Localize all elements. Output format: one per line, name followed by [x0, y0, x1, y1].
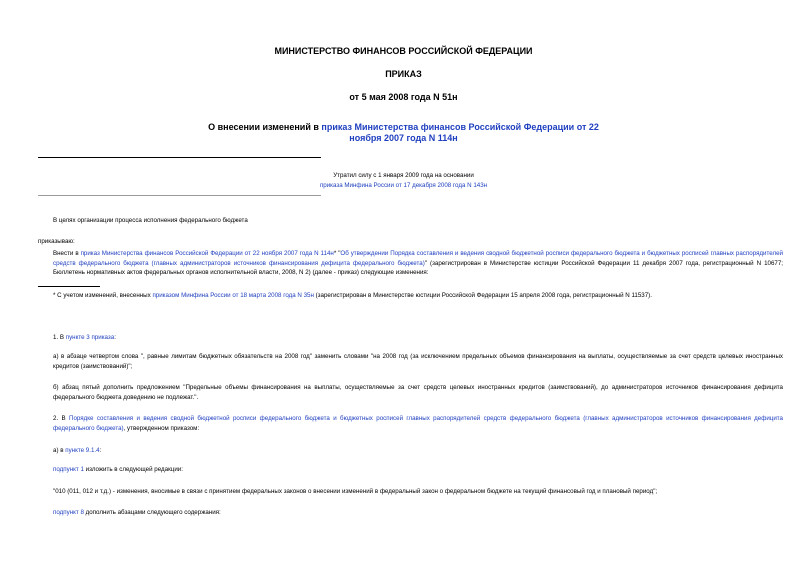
document-title: [200, 122, 607, 144]
point-2-link[interactable]: Порядке составления и ведения сводной бюджетной росписи федерального бюджета и бюджетных росписей главных распорядителей средств федерального бюджета (главных администраторов источников финансирования дефицита федерального бюджета): [53, 415, 783, 432]
validity-line: Утратил силу с 1 января 2009 года на основании: [333, 172, 474, 179]
doc-type-heading: ПРИКАЗ: [385, 69, 422, 79]
title-link[interactable]: приказ Министерства финансов Российской Федерации от 22 ноября 2007 года N 114н: [321, 122, 599, 143]
point-1a: а) в абзаце четвертом слова ", равные лимитам бюджетных обязательств на 2008 год" заменить словами "на 2008 год (за исключением предельных объемов финансирования на выплаты, осуществляемые за счет средств целевых иностранных кредитов (заимствований)";: [53, 353, 783, 370]
subpoint-1-link[interactable]: подпункт 1: [53, 466, 84, 473]
footnote-end: (зарегистрирован в Министерстве юстиции Российской Федерации 15 апреля 2008 года, регистрационный N 11537).: [313, 292, 652, 299]
point-2: [38, 414, 783, 433]
validity-link[interactable]: приказа Минфина России от 17 декабря 2008 года N 143н: [319, 181, 488, 189]
purpose-text: В целях организации процесса исполнения федерального бюджета: [53, 217, 248, 224]
subpoint-8-end: дополнить абзацами следующего содержания:: [83, 509, 221, 516]
point-1-link[interactable]: пункте 3 приказа: [65, 334, 115, 341]
divider-bottom: [38, 195, 321, 196]
amend-quote-close: ": [424, 259, 428, 267]
footnote-start: * С учетом изменений, внесенных: [53, 292, 153, 299]
point-2a: [53, 446, 101, 456]
validity-note: [200, 171, 607, 190]
amend-order-link[interactable]: приказ Министерства финансов Российской Федерации от 22 ноября 2007 года N 114н: [80, 250, 334, 257]
subpoint-1-end: изложить в следующей редакции:: [83, 466, 183, 473]
footnote: [53, 291, 652, 301]
amend-quote-open: * ": [333, 250, 341, 257]
point-2a-start: а) в: [53, 447, 66, 454]
amend-procedure-link[interactable]: Об утверждении Порядка составления и ведения сводной бюджетной росписи федерального бюджета и бюджетных росписей главных распорядителей средств федерального бюджета (главных администраторов источников финансирования дефицита федерального бюджета): [53, 250, 783, 267]
ministry-heading: МИНИСТЕРСТВО ФИНАНСОВ РОССИЙСКОЙ ФЕДЕРАЦИИ: [274, 46, 533, 56]
subpoint-1: [53, 465, 183, 475]
point-2a-end: :: [99, 447, 102, 454]
footnote-link[interactable]: приказом Минфина России от 18 марта 2008 года N 35н: [152, 292, 314, 299]
divider-top: [38, 157, 321, 158]
point-1: [53, 333, 116, 343]
subpoint-8: [53, 508, 221, 518]
amend-start: Внести в: [53, 250, 81, 257]
date-number-heading: от 5 мая 2008 года N 51н: [349, 92, 458, 102]
footnote-divider: [38, 286, 100, 287]
amendment-paragraph: [38, 249, 783, 278]
point-2a-link[interactable]: пункте 9.1.4: [65, 447, 100, 454]
quoted-code: "010 (011, 012 и т.д.) - изменения, вносимые в связи с принятием федеральных законов о внесении изменений в федеральный закон о федеральном бюджете на текущий финансовый год и плановый период";: [53, 488, 658, 495]
point-1b: б) абзац пятый дополнить предложением "Предельные объемы финансирования на выплаты, осуществляемые за счет средств целевых иностранных кредитов (заимствований), до администраторов источников финансирования дефицита федерального бюджета доведению не подлежат.".: [53, 384, 783, 401]
order-word: приказываю:: [38, 238, 75, 245]
point-2-end: , утвержденном приказом:: [123, 424, 200, 432]
point-1-start: 1. В: [53, 334, 66, 341]
title-prefix: О внесении изменений в: [208, 122, 322, 132]
point-2-start: 2. В: [53, 415, 70, 422]
point-1-end: :: [114, 334, 116, 341]
subpoint-8-link[interactable]: подпункт 8: [53, 509, 84, 516]
amend-end: (зарегистрирован в Министерстве юстиции Российской Федерации 11 декабря 2007 года, регистрационный N 10677; Бюллетень нормативных актов федеральных органов исполнительной власти, 2008, N 2) (далее - приказ) следующие изменения:: [53, 259, 783, 276]
